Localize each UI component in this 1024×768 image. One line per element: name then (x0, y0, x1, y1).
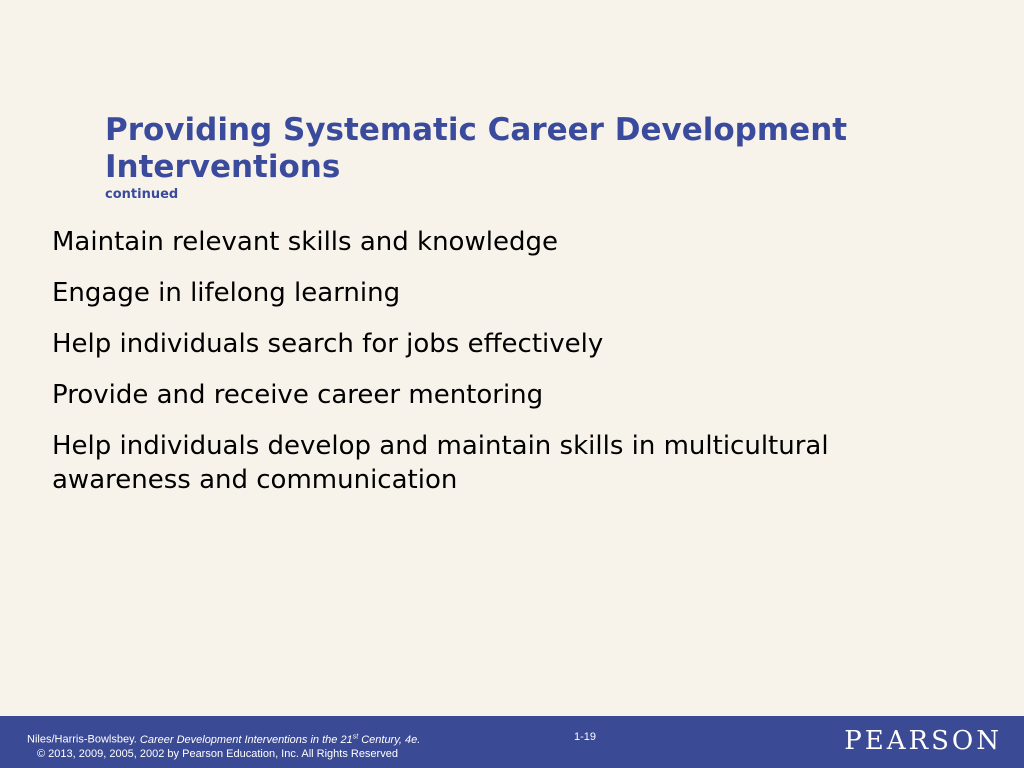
footer-copyright: © 2013, 2009, 2005, 2002 by Pearson Education, Inc. All Rights Reserved (37, 748, 398, 760)
footer-citation (27, 733, 420, 746)
bullet-list (52, 225, 952, 514)
pearson-logo: PEARSON (844, 726, 1002, 756)
bullet-item: Engage in lifelong learning (52, 278, 401, 308)
bullet-item: Help individuals search for jobs effectively (52, 329, 604, 359)
bullet-item: Maintain relevant skills and knowledge (52, 227, 558, 257)
bullet-item: Help individuals develop and maintain skills in multicultural awareness and communication (52, 431, 829, 495)
page-number: 1-19 (574, 731, 597, 743)
slide-subtitle: continued (105, 187, 179, 202)
bullet-item: Provide and receive career mentoring (52, 380, 544, 410)
title-block (105, 112, 985, 203)
footer-authors: Niles/Harris-Bowlsbey. (27, 733, 137, 746)
slide-title: Providing Systematic Career Development Interventions (105, 112, 848, 185)
footer-book-title: Career Development Interventions in the 21st Century, 4e. (139, 733, 421, 746)
footer-bar (0, 716, 1024, 768)
